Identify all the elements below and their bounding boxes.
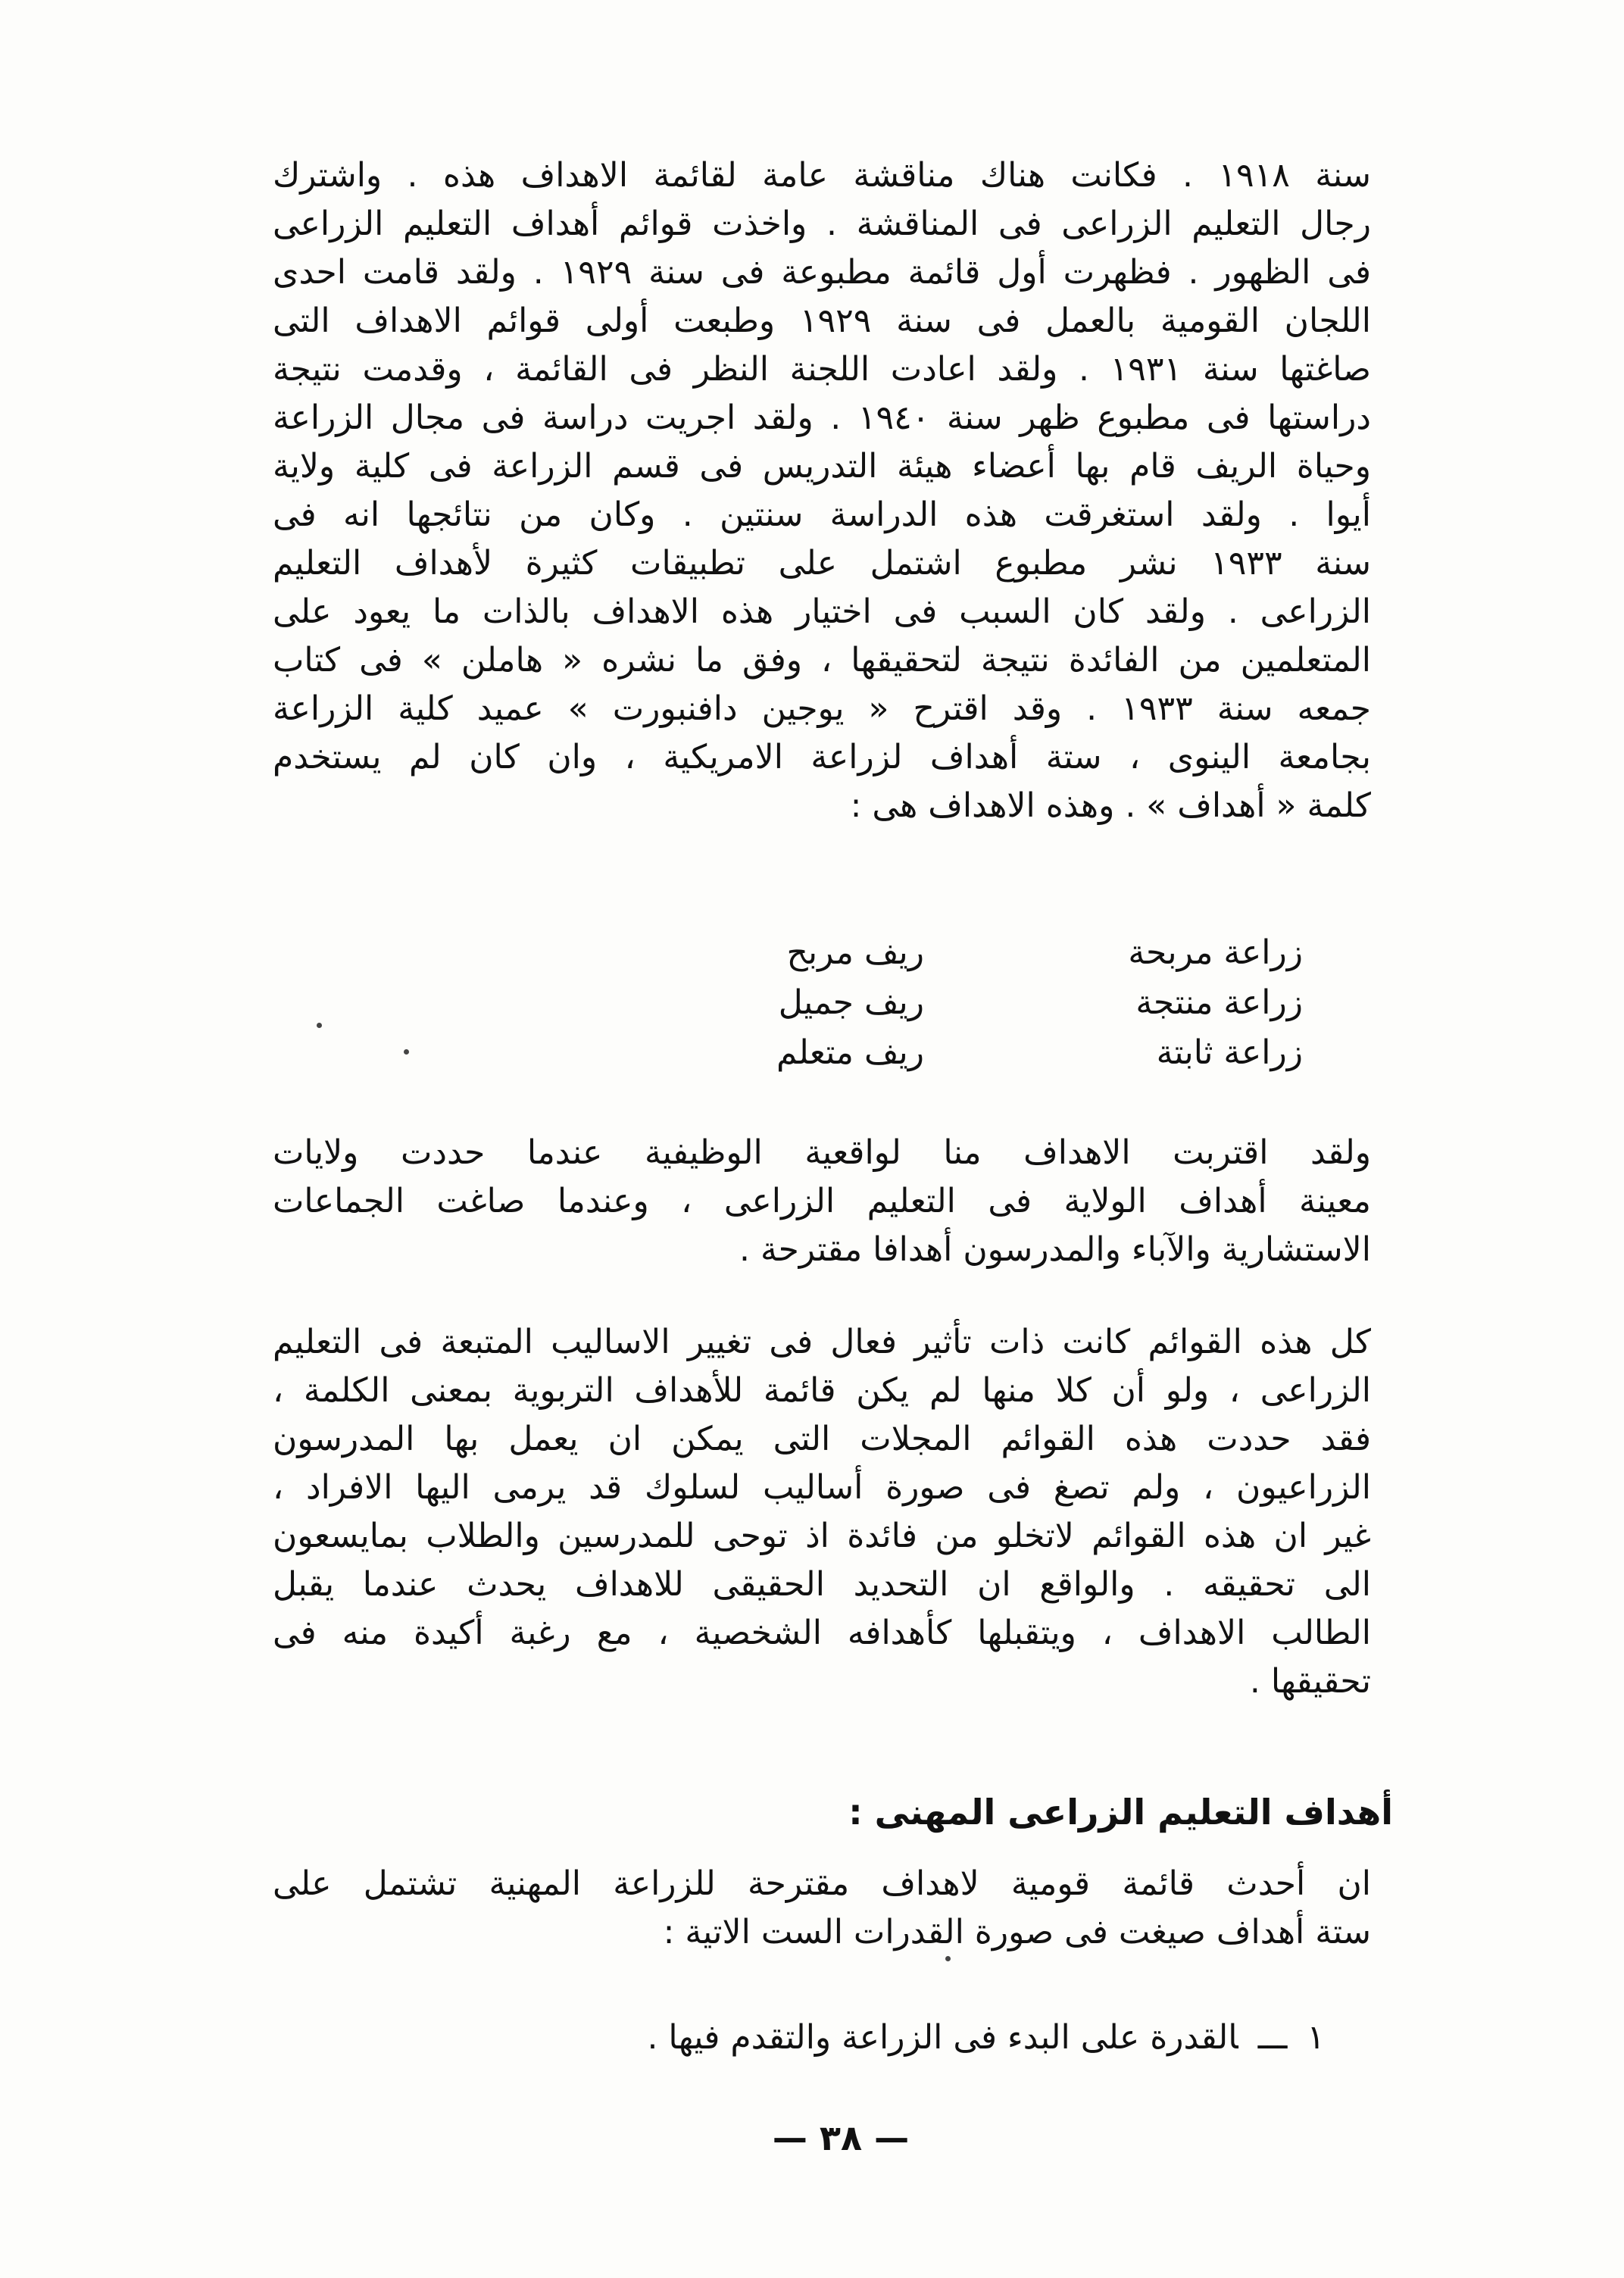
scan-speck	[404, 1049, 409, 1055]
text-line: ان أحدث قائمة قومية لاهداف مقترحة للزراعة المهنية تشتمل على	[273, 1864, 1371, 1903]
text-line: الى تحقيقه . والواقع ان التحديد الحقيقى للاهداف يحدث عندما يقبل	[273, 1565, 1371, 1604]
list-item-text: القدرة على البدء فى الزراعة والتقدم فيها .	[647, 2018, 1238, 2057]
text-line: كل هذه القوائم كانت ذات تأثير فعال فى تغيير الاساليب المتبعة فى التعليم	[273, 1323, 1371, 1361]
goal-item: زراعة منتجة	[1135, 983, 1303, 1022]
paragraph-2	[273, 1129, 1371, 1274]
text-line: الزراعيون ، ولم تصغ فى صورة أساليب لسلوك قد يرمى اليها الافراد ،	[273, 1468, 1371, 1507]
text-line: فى الظهور . فظهرت أول قائمة مطبوعة فى سنة ١٩٢٩ . ولقد قامت احدى	[273, 253, 1371, 292]
countryside-goals-column	[576, 928, 924, 1078]
list-item	[647, 2014, 1325, 2062]
goal-item: ريف جميل	[778, 983, 924, 1022]
text-line: سنة ١٩١٨ . فكانت هناك مناقشة عامة لقائمة الاهداف هذه . واشترك	[273, 156, 1371, 195]
text-line: تحقيقها .	[1249, 1662, 1371, 1701]
goal-item: ريف مربح	[786, 933, 924, 972]
page-number: — ٣٨ —	[772, 2117, 910, 2158]
text-line: وحياة الريف قام بها أعضاء هيئة التدريس فى قسم الزراعة فى كلية ولاية	[273, 447, 1371, 486]
text-line: رجال التعليم الزراعى فى المناقشة . واخذت قوائم أهداف التعليم الزراعى	[273, 205, 1371, 243]
text-line: اللجان القومية بالعمل فى سنة ١٩٢٩ وطبعت أولى قوائم الاهداف التى	[273, 302, 1371, 340]
text-line: الزراعى ، ولو أن كلا منها لم يكن قائمة للأهداف التربوية بمعنى الكلمة ،	[273, 1371, 1371, 1410]
text-line: صاغتها سنة ١٩٣١ . ولقد اعادت اللجنة النظر فى القائمة ، وقدمت نتيجة	[273, 350, 1371, 389]
goal-item: ريف متعلم	[776, 1033, 924, 1072]
goal-item: زراعة مربحة	[1128, 933, 1303, 972]
paragraph-3	[273, 1318, 1371, 1706]
text-line: فقد حددت هذه القوائم المجلات التى يمكن ان يعمل بها المدرسون	[273, 1420, 1371, 1458]
goal-item: زراعة ثابتة	[1156, 1033, 1303, 1072]
paragraph-4	[273, 1860, 1371, 1957]
agriculture-goals-column	[954, 928, 1303, 1078]
text-line: ولقد اقتربت الاهداف منا لواقعية الوظيفية عندما حددت ولايات	[273, 1133, 1371, 1172]
scan-speck	[945, 1956, 951, 1961]
text-line: غير ان هذه القوائم لاتخلو من فائدة اذ توحى للمدرسين والطلاب بمايسعون	[273, 1517, 1371, 1555]
text-line: سنة ١٩٣٣ نشر مطبوع اشتمل على تطبيقات كثيرة لأهداف التعليم	[273, 544, 1371, 583]
text-line: جمعه سنة ١٩٣٣ . وقد اقترح « يوجين دافنبورت » عميد كلية الزراعة	[273, 689, 1371, 728]
list-item-dash: ـــ	[1257, 2018, 1288, 2057]
text-line: الاستشارية والآباء والمدرسون أهدافا مقترحة .	[739, 1230, 1371, 1269]
text-line: دراستها فى مطبوع ظهر سنة ١٩٤٠ . ولقد اجريت دراسة فى مجال الزراعة	[273, 398, 1371, 437]
section-heading: أهداف التعليم الزراعى المهنى :	[848, 1792, 1393, 1833]
paragraph-1	[273, 152, 1371, 830]
text-line: ستة أهداف صيغت فى صورة القدرات الست الاتية :	[663, 1913, 1371, 1951]
text-line: الزراعى . ولقد كان السبب فى اختيار هذه الاهداف بالذات ما يعود على	[273, 592, 1371, 631]
text-line: أيوا . ولقد استغرقت هذه الدراسة سنتين . وكان من نتائجها انه فى	[273, 495, 1371, 534]
text-line: المتعلمين من الفائدة نتيجة لتحقيقها ، وفق ما نشره « هاملن » فى كتاب	[273, 641, 1371, 680]
text-line: كلمة « أهداف » . وهذه الاهداف هى :	[850, 786, 1371, 825]
goals-list	[394, 928, 1303, 1087]
text-line: معينة أهداف الولاية فى التعليم الزراعى ، وعندما صاغت الجماعات	[273, 1182, 1371, 1220]
scan-speck	[317, 1023, 322, 1028]
text-line: الطالب الاهداف ، ويتقبلها كأهدافه الشخصية ، مع رغبة أكيدة منه فى	[273, 1614, 1371, 1652]
text-line: بجامعة الينوى ، ستة أهداف لزراعة الامريكية ، وان كان لم يستخدم	[273, 738, 1371, 777]
list-item-number: ١	[1307, 2018, 1325, 2057]
